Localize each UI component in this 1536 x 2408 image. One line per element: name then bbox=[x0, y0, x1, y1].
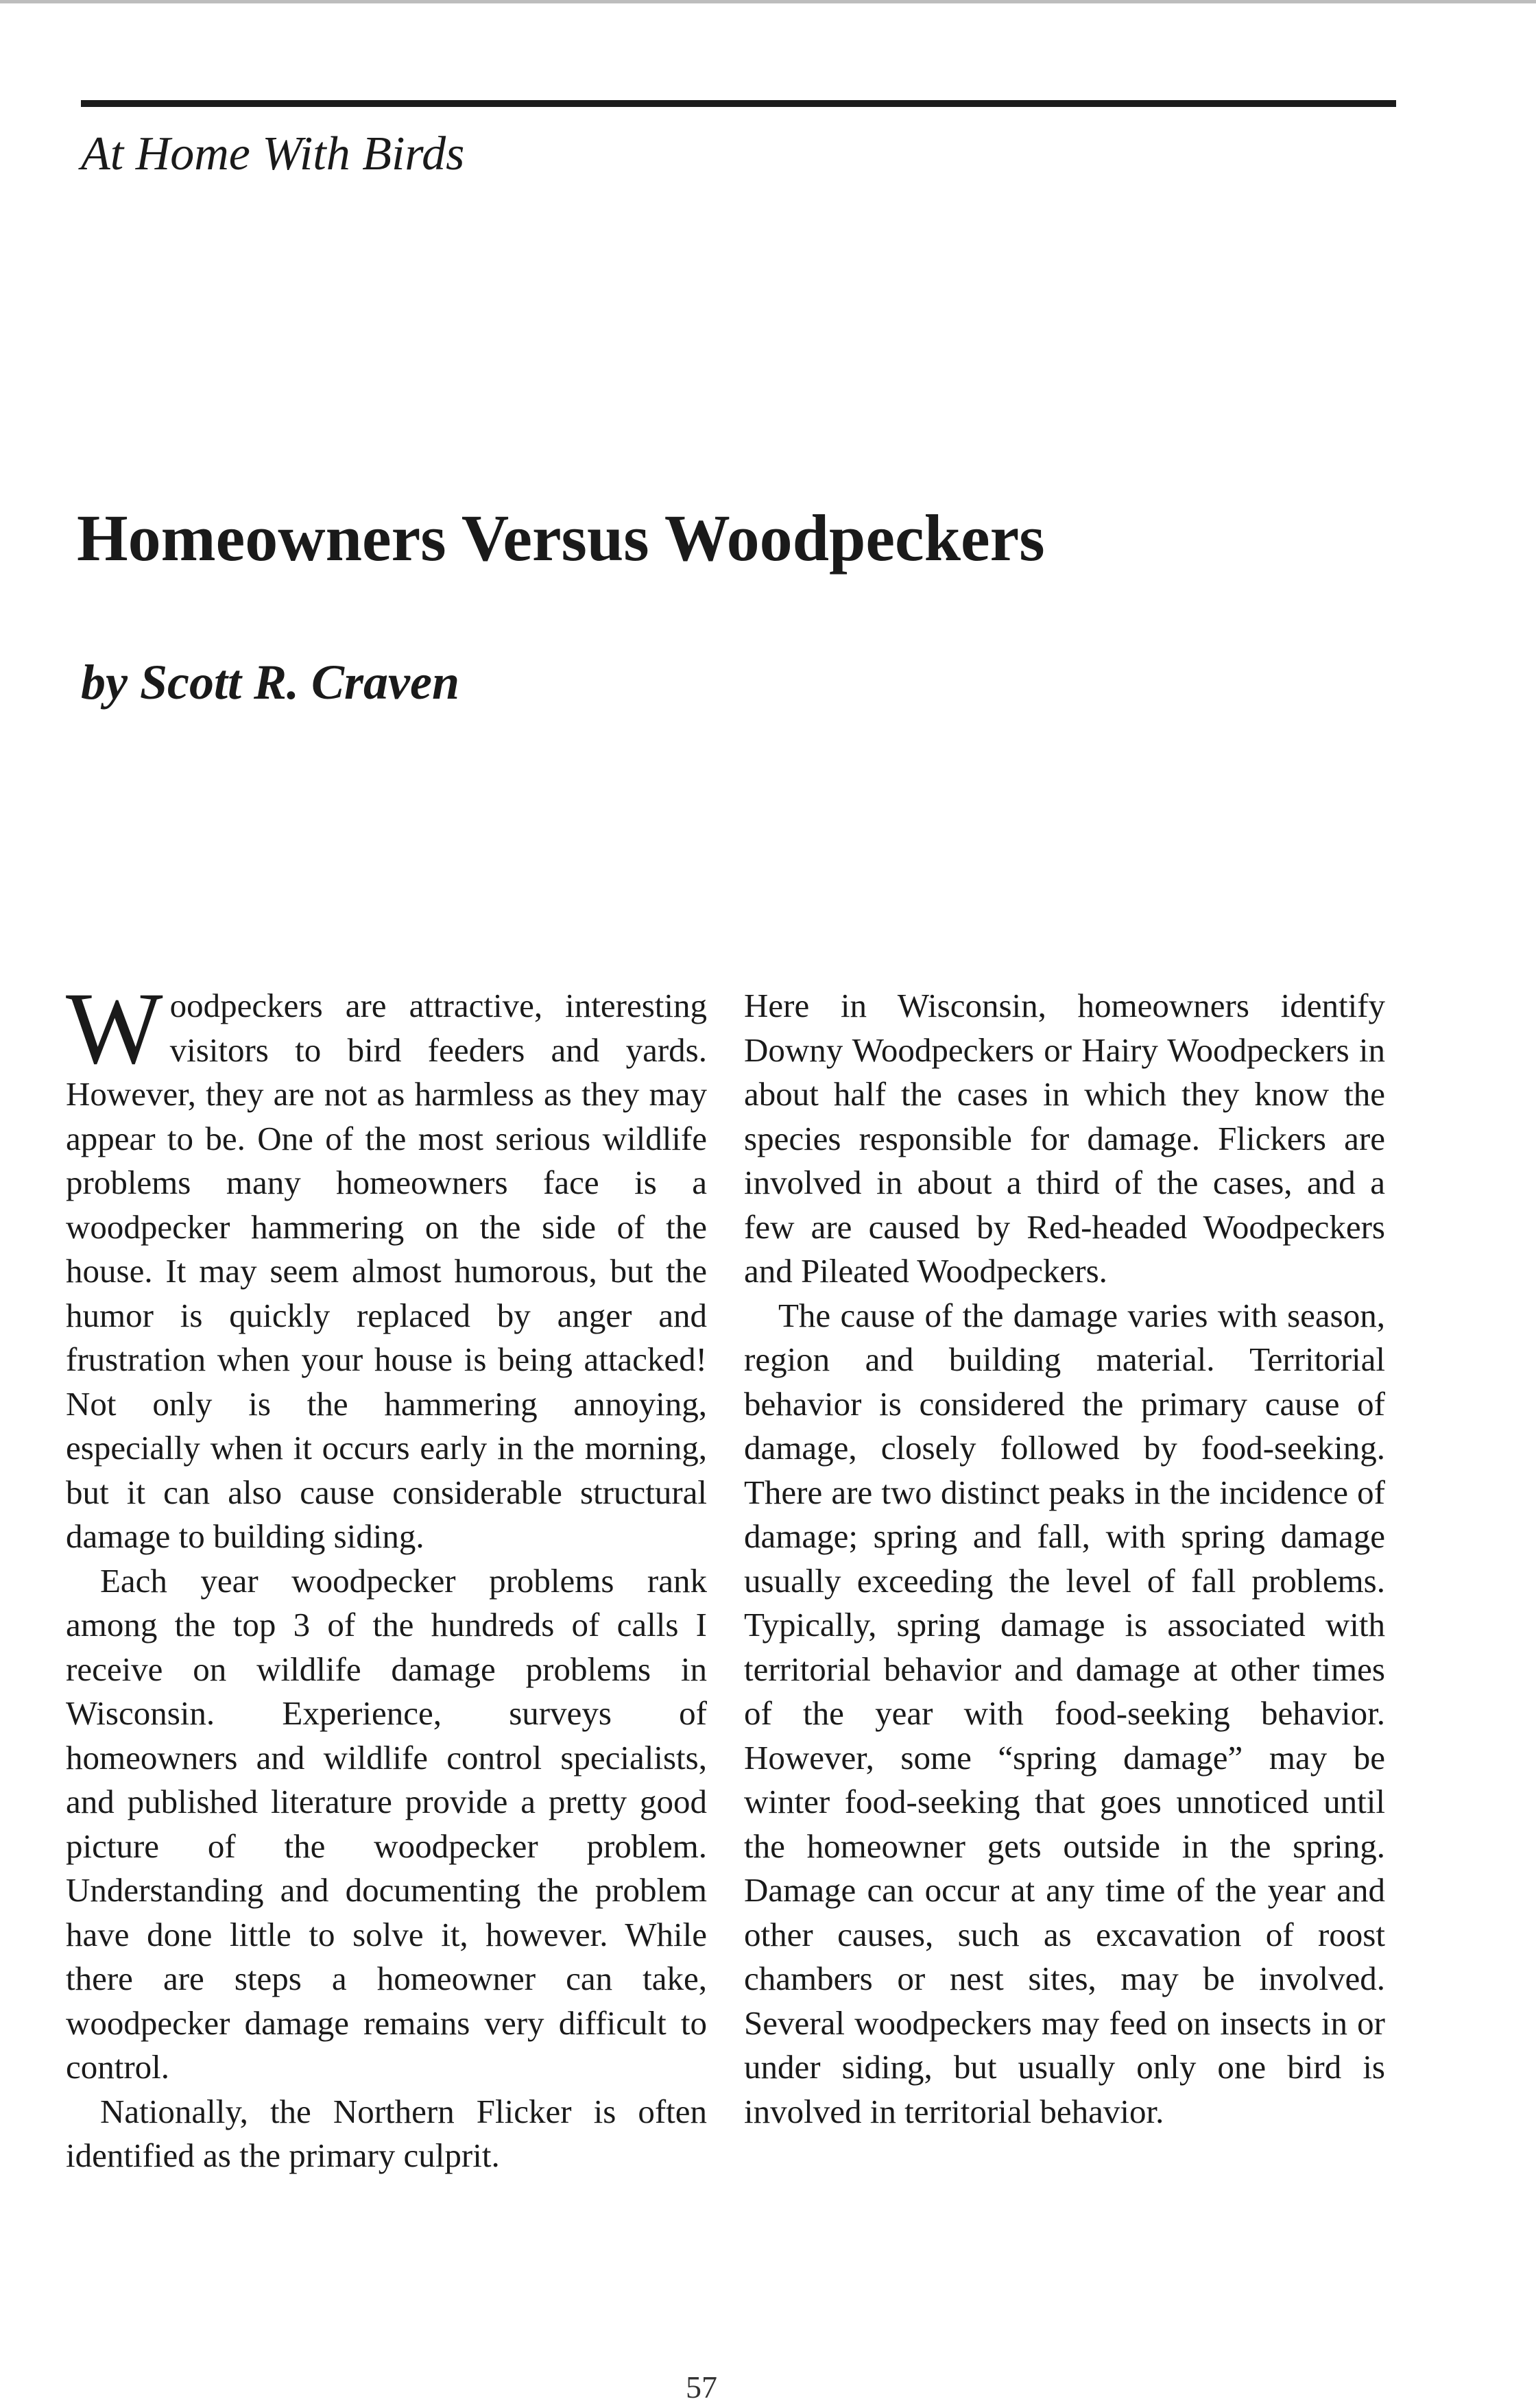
paragraph-1-text: oodpeckers are attractive, interesting visitors to bird feeders and yards. However, they are not as harmless as they may appear to be. One of the most serious wildlife problems many homeowners face is a woodpecker hammering on the side of the house. It may seem almost humorous, but the humor is quickly replaced by anger and frustration when your house is being attacked! Not only is the hammering annoying, especially when it occurs early in the morning, but it can also cause considerable structural damage to building siding. bbox=[66, 987, 707, 1555]
section-title: At Home With Birds bbox=[81, 128, 465, 180]
header-rule bbox=[81, 100, 1396, 107]
byline: by Scott R. Craven bbox=[81, 655, 459, 710]
paragraph-5: The cause of the damage varies with season, region and building material. Territorial behavior is considered the primary cause of damage, closely followed by food-seeking. There are two distinct peaks in the incidence of damage; spring and fall, with spring damage usually exceeding the level of fall problems. Typically, spring damage is associated with territorial behavior and damage at other times of the year with food-seeking behavior. However, some “spring damage” may be winter food-seeking that goes unnoticed until the homeowner gets outside in the spring. Damage can occur at any time of the year and other causes, such as excavation of roost chambers or nest sites, may be involved. Several woodpeckers may feed on insects in or under siding, but usually only one bird is involved in territorial behavior. bbox=[744, 1296, 1385, 2130]
article-title: Homeowners Versus Woodpeckers bbox=[77, 501, 1045, 575]
paragraph-1 bbox=[66, 972, 707, 1559]
page-top-edge bbox=[0, 0, 1536, 3]
paragraph-3: Nationally, the Northern Flicker is often identified as the primary culprit. bbox=[66, 2092, 707, 2174]
drop-cap: W bbox=[66, 972, 163, 1085]
left-column bbox=[66, 972, 707, 2178]
paragraph-4: Here in Wisconsin, homeowners identify Downy Woodpeckers or Hairy Woodpeckers in about half the cases in which they know the species responsible for damage. Flickers are involved in about a third of the cases, and a few are caused by Red-headed Woodpeckers and Pileated Woodpeckers. bbox=[744, 987, 1385, 1290]
paragraph-2: Each year woodpecker problems rank among the top 3 of the hundreds of calls I receive on wildlife damage problems in Wisconsin. Experience, surveys of homeowners and wildlife control specialists, and published literature provide a pretty good picture of the woodpecker problem. Understanding and documenting the problem have done little to solve it, however. While there are steps a homeowner can take, woodpecker damage remains very difficult to control. bbox=[66, 1561, 707, 2086]
page-number: 57 bbox=[686, 2370, 717, 2405]
right-column bbox=[744, 984, 1385, 2134]
